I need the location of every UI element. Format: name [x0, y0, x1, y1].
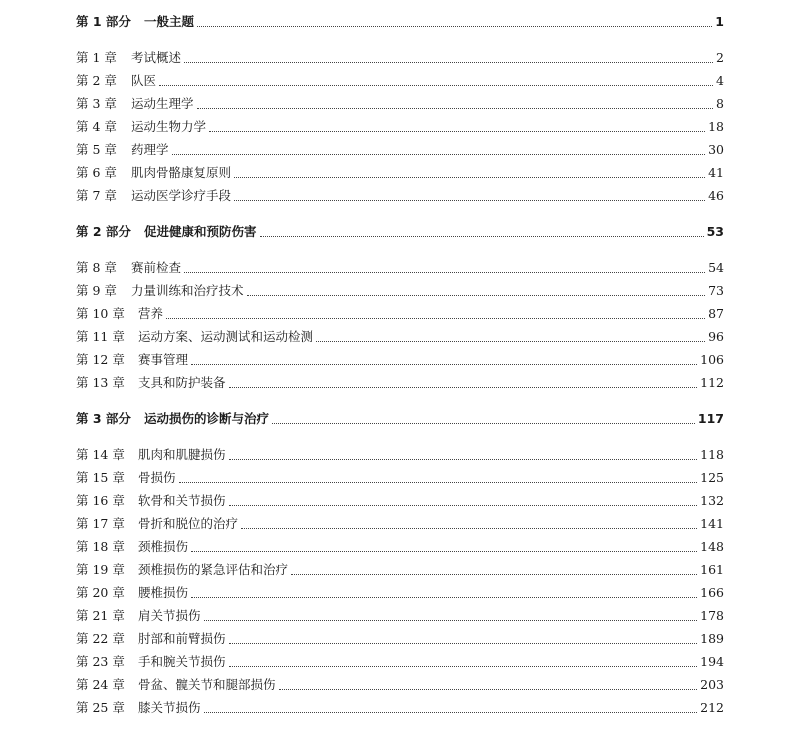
- toc-chapter-entry[interactable]: [76, 602, 724, 624]
- dot-leader: [260, 236, 704, 237]
- entry-title: 软骨和关节损伤: [138, 493, 226, 508]
- toc-chapter-entry[interactable]: [76, 648, 724, 670]
- entry-number: 第 4 章: [76, 119, 117, 134]
- toc-part-entry[interactable]: [76, 405, 724, 427]
- toc-chapter-entry[interactable]: [76, 533, 724, 555]
- page-number: 53: [706, 224, 724, 239]
- entry-number: 第 14 章: [76, 447, 125, 462]
- entry-title: 运动生物力学: [131, 119, 207, 134]
- toc-chapter-entry[interactable]: [76, 369, 724, 391]
- dot-leader: [234, 177, 705, 178]
- dot-leader: [247, 295, 706, 296]
- entry-number: 第 1 部分: [76, 14, 131, 29]
- toc-chapter-entry[interactable]: [76, 625, 724, 647]
- entry-number: 第 20 章: [76, 585, 125, 600]
- dot-leader: [234, 200, 705, 201]
- entry-title: 一般主题: [144, 14, 195, 29]
- dot-leader: [184, 62, 713, 63]
- entry-number: 第 10 章: [76, 306, 125, 321]
- page-number: 166: [700, 585, 724, 600]
- page-number: 212: [700, 700, 724, 715]
- entry-title: 运动生理学: [131, 96, 194, 111]
- entry-title: 运动方案、运动测试和运动检测: [138, 329, 314, 344]
- entry-title: 膝关节损伤: [138, 700, 201, 715]
- entry-title: 肩关节损伤: [138, 608, 201, 623]
- toc-chapter-entry[interactable]: [76, 113, 724, 135]
- toc-chapter-entry[interactable]: [76, 510, 724, 532]
- toc-chapter-entry[interactable]: [76, 441, 724, 463]
- dot-leader: [166, 318, 705, 319]
- page-number: 46: [708, 188, 724, 203]
- dot-leader: [229, 643, 698, 644]
- dot-leader: [279, 689, 698, 690]
- page-number: 178: [700, 608, 724, 623]
- toc-chapter-entry[interactable]: [76, 277, 724, 299]
- page-number: 8: [716, 96, 724, 111]
- entry-number: 第 18 章: [76, 539, 125, 554]
- entry-title: 颈椎损伤的紧急评估和治疗: [138, 562, 289, 577]
- toc-chapter-entry[interactable]: [76, 254, 724, 276]
- dot-leader: [179, 482, 698, 483]
- page-number: 30: [708, 142, 724, 157]
- dot-leader: [229, 505, 698, 506]
- entry-number: 第 24 章: [76, 677, 125, 692]
- page-number: 148: [700, 539, 724, 554]
- entry-title: 药理学: [131, 142, 169, 157]
- entry-number: 第 23 章: [76, 654, 125, 669]
- dot-leader: [209, 131, 705, 132]
- toc-chapter-entry[interactable]: [76, 464, 724, 486]
- entry-number: 第 11 章: [76, 329, 125, 344]
- dot-leader: [316, 341, 705, 342]
- page-number: 203: [700, 677, 724, 692]
- entry-title: 力量训练和治疗技术: [131, 283, 244, 298]
- page-number: 125: [700, 470, 724, 485]
- toc-chapter-entry[interactable]: [76, 300, 724, 322]
- entry-number: 第 7 章: [76, 188, 117, 203]
- entry-number: 第 21 章: [76, 608, 125, 623]
- page-number: 117: [697, 411, 724, 426]
- dot-leader: [204, 712, 698, 713]
- entry-number: 第 2 章: [76, 73, 117, 88]
- entry-number: 第 6 章: [76, 165, 117, 180]
- toc-chapter-entry[interactable]: [76, 159, 724, 181]
- page-number: 106: [700, 352, 724, 367]
- page-number: 1: [715, 14, 724, 29]
- page-number: 96: [708, 329, 724, 344]
- entry-number: 第 5 章: [76, 142, 117, 157]
- toc-part-entry[interactable]: [76, 8, 724, 30]
- entry-number: 第 25 章: [76, 700, 125, 715]
- entry-title: 运动损伤的诊断与治疗: [144, 411, 270, 426]
- page-number: 4: [716, 73, 724, 88]
- page-number: 161: [700, 562, 724, 577]
- page-number: 112: [700, 375, 724, 390]
- toc-chapter-entry[interactable]: [76, 182, 724, 204]
- toc-chapter-entry[interactable]: [76, 694, 724, 716]
- entry-title: 肌肉和肌腱损伤: [138, 447, 226, 462]
- entry-number: 第 16 章: [76, 493, 125, 508]
- page-number: 73: [708, 283, 724, 298]
- entry-title: 颈椎损伤: [138, 539, 189, 554]
- entry-number: 第 1 章: [76, 50, 117, 65]
- entry-title: 营养: [138, 306, 164, 321]
- entry-title: 骨损伤: [138, 470, 176, 485]
- entry-title: 赛事管理: [138, 352, 189, 367]
- dot-leader: [229, 666, 698, 667]
- page-number: 132: [700, 493, 724, 508]
- entry-title: 骨折和脱位的治疗: [138, 516, 239, 531]
- page-number: 2: [716, 50, 724, 65]
- entry-title: 促进健康和预防伤害: [144, 224, 257, 239]
- page-number: 194: [700, 654, 724, 669]
- toc-chapter-entry[interactable]: [76, 346, 724, 368]
- toc-chapter-entry[interactable]: [76, 671, 724, 693]
- entry-number: 第 3 章: [76, 96, 117, 111]
- entry-number: 第 8 章: [76, 260, 117, 275]
- page-number: 87: [708, 306, 724, 321]
- entry-number: 第 13 章: [76, 375, 125, 390]
- toc-chapter-entry[interactable]: [76, 556, 724, 578]
- toc-part-entry[interactable]: [76, 218, 724, 240]
- page-number: 189: [700, 631, 724, 646]
- entry-title: 骨盆、髋关节和腿部损伤: [138, 677, 276, 692]
- entry-number: 第 2 部分: [76, 224, 131, 239]
- dot-leader: [241, 528, 697, 529]
- entry-number: 第 12 章: [76, 352, 125, 367]
- entry-title: 赛前检查: [131, 260, 182, 275]
- dot-leader: [197, 26, 712, 27]
- toc-chapter-entry[interactable]: [76, 323, 724, 345]
- entry-title: 腰椎损伤: [138, 585, 189, 600]
- page-number: 18: [708, 119, 724, 134]
- toc-chapter-entry[interactable]: [76, 487, 724, 509]
- dot-leader: [291, 574, 697, 575]
- entry-number: 第 3 部分: [76, 411, 131, 426]
- page-number: 141: [700, 516, 724, 531]
- entry-number: 第 19 章: [76, 562, 125, 577]
- entry-number: 第 22 章: [76, 631, 125, 646]
- dot-leader: [184, 272, 705, 273]
- page-number: 118: [700, 447, 724, 462]
- dot-leader: [272, 423, 695, 424]
- dot-leader: [197, 108, 713, 109]
- toc-chapter-entry[interactable]: [76, 579, 724, 601]
- entry-number: 第 9 章: [76, 283, 117, 298]
- entry-number: 第 17 章: [76, 516, 125, 531]
- page-number: 41: [708, 165, 724, 180]
- entry-title: 运动医学诊疗手段: [131, 188, 232, 203]
- entry-title: 支具和防护装备: [138, 375, 226, 390]
- entry-title: 队医: [131, 73, 157, 88]
- toc-chapter-entry[interactable]: [76, 44, 724, 66]
- dot-leader: [191, 597, 697, 598]
- entry-title: 手和腕关节损伤: [138, 654, 226, 669]
- toc-chapter-entry[interactable]: [76, 136, 724, 158]
- dot-leader: [172, 154, 706, 155]
- entry-number: 第 15 章: [76, 470, 125, 485]
- page-number: 54: [708, 260, 724, 275]
- dot-leader: [191, 364, 697, 365]
- dot-leader: [191, 551, 697, 552]
- entry-title: 肌肉骨骼康复原则: [131, 165, 232, 180]
- dot-leader: [229, 387, 698, 388]
- entry-title: 考试概述: [131, 50, 182, 65]
- entry-title: 肘部和前臂损伤: [138, 631, 226, 646]
- dot-leader: [204, 620, 698, 621]
- dot-leader: [229, 459, 698, 460]
- toc-chapter-entry[interactable]: [76, 90, 724, 112]
- toc-chapter-entry[interactable]: [76, 67, 724, 89]
- dot-leader: [159, 85, 713, 86]
